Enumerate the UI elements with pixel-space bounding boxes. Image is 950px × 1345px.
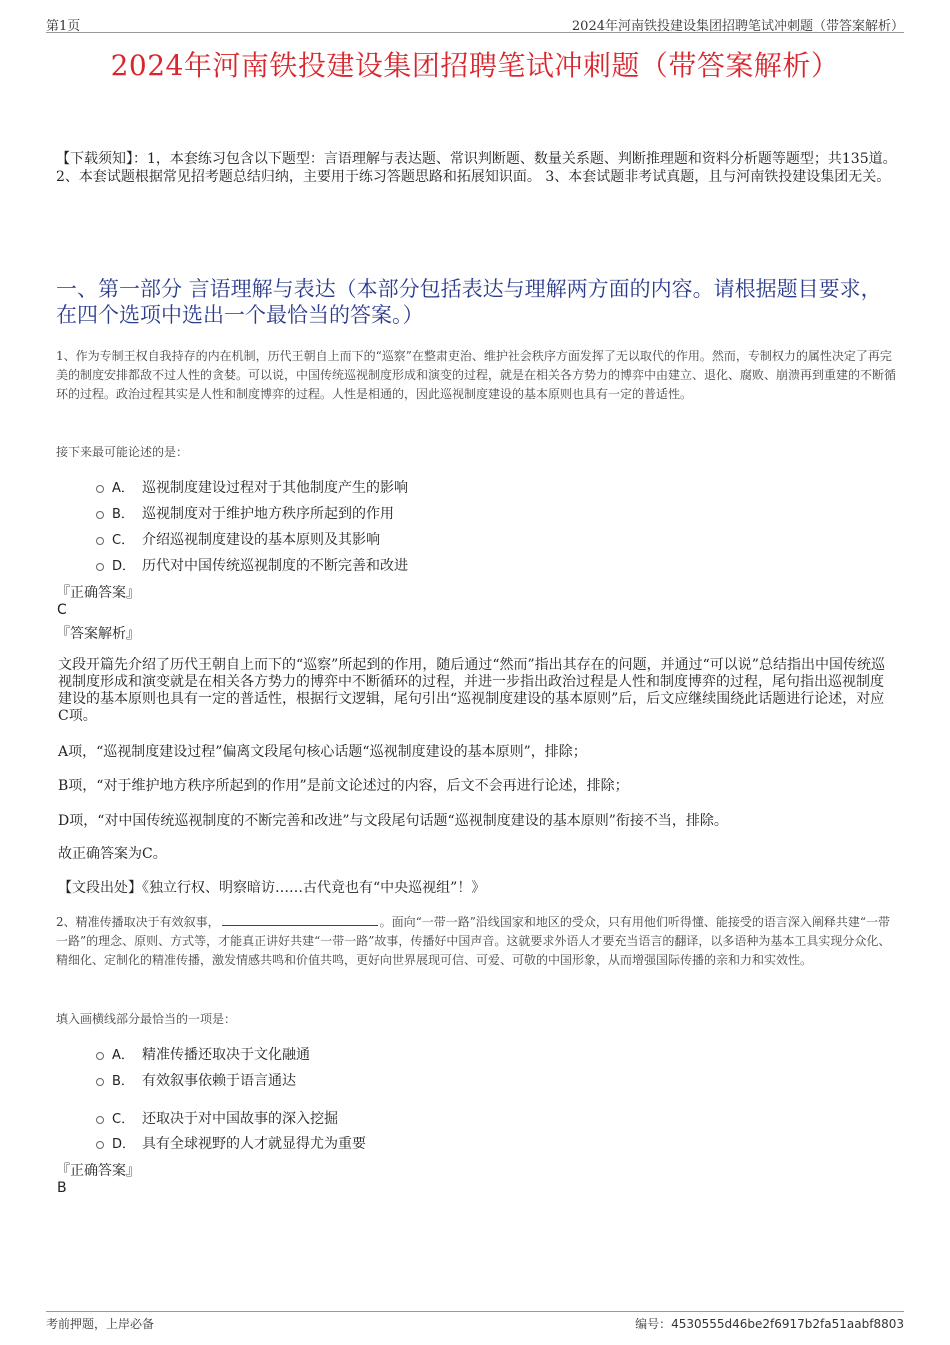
q1-source: 【文段出处】《独立行权、明察暗访……古代竟也有“中央巡视组”！》 (58, 880, 486, 896)
q2-option-c[interactable] (96, 1108, 338, 1128)
q1-analysis-option-a: A项，“巡视制度建设过程”偏离文段尾句核心话题“巡视制度建设的基本原则”，排除； (58, 744, 587, 760)
q2-option-a[interactable] (96, 1044, 310, 1064)
q1-option-a[interactable] (96, 477, 408, 497)
fill-blank (222, 915, 378, 926)
document-title: 2024年河南铁投建设集团招聘笔试冲刺题（带答案解析） (110, 49, 840, 82)
q1-answer: C (57, 602, 67, 618)
q2-answer-label: 『正确答案』 (56, 1163, 140, 1179)
radio-icon[interactable] (96, 1116, 104, 1124)
q1-option-c[interactable] (96, 529, 380, 549)
q1-answer-label: 『正确答案』 (56, 585, 140, 601)
running-title: 2024年河南铁投建设集团招聘笔试冲刺题（带答案解析） (571, 19, 904, 34)
radio-icon[interactable] (96, 511, 104, 519)
page-number: 第1页 (46, 19, 81, 34)
footer-divider (46, 1311, 904, 1312)
q2-text-after: 。面向“一带一路”沿线国家和地区的受众，只有用他们听得懂、能接受的语言深入阐释共建“一带一路”的理念、原则、方式等，才能真正讲好共建“一带一路”故事，传播好中国声音。这就要求外语人才要充当语言的翻译，以多语种为基本工具实现分众化、精细化、定制化的精准传播，激发情感共鸣和价值共鸣，更好向世界展现可信、可爱、可敬的中国形象，从而增强国际传播的亲和力和实效性。 (56, 915, 891, 967)
question-2-text (56, 913, 896, 970)
radio-icon[interactable] (96, 1141, 104, 1149)
option-letter: A． (112, 481, 134, 496)
radio-icon[interactable] (96, 537, 104, 545)
q1-option-b[interactable] (96, 503, 394, 523)
option-text: 还取决于对中国故事的深入挖掘 (142, 1111, 338, 1127)
download-notice: 【下载须知】：1，本套练习包含以下题型：言语理解与表达题、常识判断题、数量关系题、判断推理题和资料分析题等题型；共135道。 2、本套试题根据常见招考题总结归纳，主要用于练习答题思路和拓展知识面。 3、本套试题非考试真题，且与河南铁投建设集团无关。 (56, 151, 897, 185)
option-text: 介绍巡视制度建设的基本原则及其影响 (142, 532, 380, 548)
section-heading: 一、第一部分 言语理解与表达（本部分包括表达与理解两方面的内容。请根据题目要求，在四个选项中选出一个最恰当的答案。） (56, 277, 882, 327)
document-id: 编号：4530555d46be2f6917b2fa51aabf8803 (635, 1317, 904, 1331)
q2-option-d[interactable] (96, 1133, 366, 1153)
radio-icon[interactable] (96, 1078, 104, 1086)
footer-slogan: 考前押题，上岸必备 (46, 1317, 155, 1331)
option-text: 有效叙事依赖于语言通达 (142, 1073, 296, 1089)
q1-analysis-conclusion: 故正确答案为C。 (58, 846, 167, 862)
option-letter: A． (112, 1048, 134, 1063)
q1-analysis-option-d: D项，“对中国传统巡视制度的不断完善和改进”与文段尾句话题“巡视制度建设的基本原则”衔接不当，排除。 (58, 813, 728, 829)
radio-icon[interactable] (96, 1052, 104, 1060)
option-letter: C． (112, 533, 135, 548)
option-text: 巡视制度建设过程对于其他制度产生的影响 (142, 480, 408, 496)
option-letter: D． (112, 559, 136, 574)
question-2-lead: 填入画横线部分最恰当的一项是： (56, 1012, 237, 1026)
q1-option-d[interactable] (96, 555, 408, 575)
option-text: 历代对中国传统巡视制度的不断完善和改进 (142, 558, 408, 574)
q2-answer: B (57, 1180, 67, 1196)
q2-option-b[interactable] (96, 1070, 296, 1090)
option-text: 精准传播还取决于文化融通 (142, 1047, 310, 1063)
q1-analysis-paragraph: 文段开篇先介绍了历代王朝自上而下的“巡察”所起到的作用，随后通过“然而”指出其存在的问题，并通过“可以说”总结指出中国传统巡视制度形成和演变就是在相关各方势力的博弈中不断循环的过程，并进一步指出政治过程是人性和制度博弈的过程，尾句指出巡视制度建设的基本原则也具有一定的普适性，根据行文逻辑，尾句引出“巡视制度建设的基本原则”后，后文应继续围绕此话题进行论述，对应C项。 (58, 657, 885, 724)
question-1-lead: 接下来最可能论述的是： (56, 445, 189, 459)
option-letter: B． (112, 507, 134, 522)
question-1-text: 1、作为专制王权自我持存的内在机制，历代王朝自上而下的“巡察”在整肃吏治、维护社会秩序方面发挥了无以取代的作用。然而，专制权力的属性决定了再完美的制度安排都敌不过人性的贪婪。可以说，中国传统巡视制度形成和演变的过程，就是在相关各方势力的博弈中由建立、退化、腐败、崩溃再到重建的不断循环的过程。政治过程其实是人性和制度博弈的过程。人性是相通的，因此巡视制度建设的基本原则也具有一定的普适性。 (56, 349, 897, 401)
q2-text-before: 2、精准传播取决于有效叙事， (56, 915, 220, 929)
radio-icon[interactable] (96, 485, 104, 493)
option-text: 具有全球视野的人才就显得尤为重要 (142, 1136, 366, 1152)
option-letter: C． (112, 1112, 135, 1127)
option-letter: B． (112, 1074, 134, 1089)
q1-analysis-label: 『答案解析』 (56, 626, 140, 642)
option-letter: D． (112, 1137, 136, 1152)
header-divider (46, 32, 904, 33)
option-text: 巡视制度对于维护地方秩序所起到的作用 (142, 506, 394, 522)
q1-analysis-option-b: B项，“对于维护地方秩序所起到的作用”是前文论述过的内容，后文不会再进行论述，排除； (58, 778, 629, 794)
radio-icon[interactable] (96, 563, 104, 571)
